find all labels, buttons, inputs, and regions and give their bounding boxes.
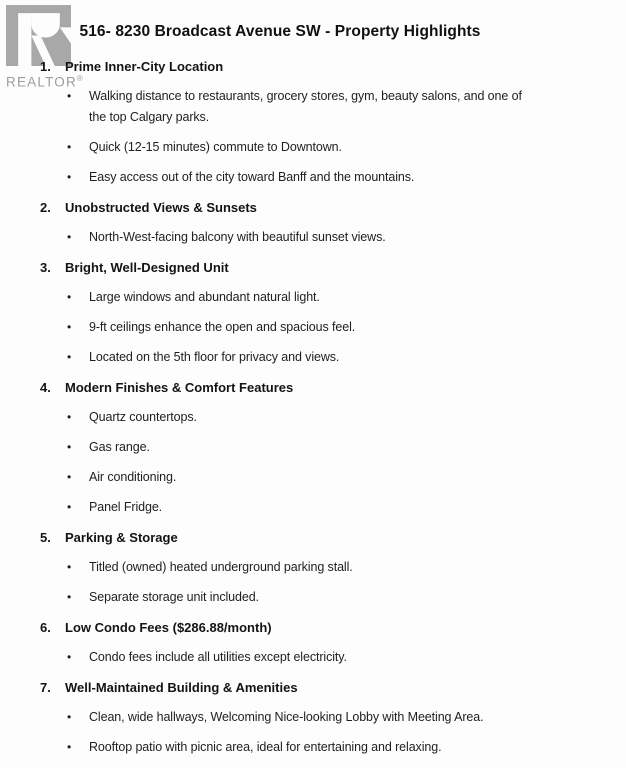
- list-item: [0, 497, 626, 518]
- list-item: [0, 437, 626, 458]
- bullet-icon: •: [67, 89, 72, 103]
- bullet-list: [0, 227, 626, 248]
- bullet-text: Clean, wide hallways, Welcoming Nice-looking Lobby with Meeting Area.: [89, 710, 484, 724]
- bullet-icon: •: [67, 650, 72, 664]
- bullet-text: Rooftop patio with picnic area, ideal for entertaining and relaxing.: [89, 740, 442, 754]
- list-item: [0, 227, 626, 248]
- bullet-icon: •: [67, 470, 72, 484]
- realtor-wordmark-text: REALTOR: [6, 74, 77, 90]
- bullet-list: [0, 287, 626, 368]
- bullet-text: North-West-facing balcony with beautiful sunset views.: [89, 230, 386, 244]
- section-heading-text: Bright, Well-Designed Unit: [65, 260, 229, 275]
- bullet-icon: •: [67, 560, 72, 574]
- bullet-text: Walking distance to restaurants, grocery stores, gym, beauty salons, and one of the top Calgary parks.: [89, 89, 522, 124]
- section-heading: [0, 257, 626, 278]
- bullet-list: [0, 647, 626, 668]
- list-item: [0, 707, 626, 728]
- list-item: [0, 737, 626, 758]
- bullet-text: Separate storage unit included.: [89, 590, 259, 604]
- bullet-list: [0, 407, 626, 518]
- section: [0, 197, 626, 248]
- list-item: [0, 347, 626, 368]
- bullet-text: 9-ft ceilings enhance the open and spacious feel.: [89, 320, 356, 334]
- section-number: 6.: [40, 620, 51, 635]
- list-item: [0, 317, 626, 338]
- section: [0, 677, 626, 758]
- section-number: 3.: [40, 260, 51, 275]
- section-heading: [0, 377, 626, 398]
- bullet-text: Large windows and abundant natural light.: [89, 290, 320, 304]
- page-title: 516- 8230 Broadcast Avenue SW - Property Highlights: [79, 23, 481, 40]
- list-item: [0, 86, 626, 128]
- section-heading-text: Low Condo Fees ($286.88/month): [65, 620, 272, 635]
- sections-list: [0, 56, 626, 758]
- bullet-list: [0, 707, 626, 758]
- section-heading: [0, 617, 626, 638]
- section-heading: [0, 677, 626, 698]
- bullet-text: Air conditioning.: [89, 470, 177, 484]
- bullet-text: Condo fees include all utilities except electricity.: [89, 650, 347, 664]
- bullet-icon: •: [67, 710, 72, 724]
- section: [0, 617, 626, 668]
- bullet-icon: •: [67, 170, 72, 184]
- section-heading: [0, 56, 626, 77]
- section-heading-text: Parking & Storage: [65, 530, 178, 545]
- bullet-text: Panel Fridge.: [89, 500, 163, 514]
- section: [0, 377, 626, 518]
- section-heading-text: Modern Finishes & Comfort Features: [65, 380, 294, 395]
- bullet-icon: •: [67, 440, 72, 454]
- section-heading-text: Unobstructed Views & Sunsets: [65, 200, 257, 215]
- section-number: 2.: [40, 200, 51, 215]
- bullet-icon: •: [67, 350, 72, 364]
- bullet-icon: •: [67, 590, 72, 604]
- section-number: 1.: [40, 59, 51, 74]
- section-heading: [0, 197, 626, 218]
- section: [0, 56, 626, 188]
- list-item: [0, 647, 626, 668]
- bullet-text: Titled (owned) heated underground parking stall.: [89, 560, 353, 574]
- bullet-icon: •: [67, 500, 72, 514]
- bullet-text: Quartz countertops.: [89, 410, 197, 424]
- section-heading: [0, 527, 626, 548]
- list-item: [0, 467, 626, 488]
- bullet-text: Gas range.: [89, 440, 150, 454]
- list-item: [0, 287, 626, 308]
- registered-trademark-symbol: ®: [76, 74, 83, 83]
- section: [0, 257, 626, 368]
- section-heading-text: Well-Maintained Building & Amenities: [65, 680, 298, 695]
- section-number: 4.: [40, 380, 51, 395]
- bullet-icon: •: [67, 230, 72, 244]
- bullet-icon: •: [67, 410, 72, 424]
- bullet-text: Located on the 5th floor for privacy and views.: [89, 350, 340, 364]
- bullet-list: [0, 86, 626, 188]
- bullet-icon: •: [67, 740, 72, 754]
- list-item: [0, 137, 626, 158]
- section-number: 7.: [40, 680, 51, 695]
- bullet-icon: •: [67, 320, 72, 334]
- bullet-icon: •: [67, 290, 72, 304]
- list-item: [0, 407, 626, 428]
- section-number: 5.: [40, 530, 51, 545]
- section-heading-text: Prime Inner-City Location: [65, 59, 224, 74]
- list-item: [0, 587, 626, 608]
- bullet-text: Quick (12-15 minutes) commute to Downtown.: [89, 140, 342, 154]
- bullet-list: [0, 557, 626, 608]
- bullet-icon: •: [67, 140, 72, 154]
- bullet-text: Easy access out of the city toward Banff and the mountains.: [89, 170, 415, 184]
- list-item: [0, 557, 626, 578]
- section: [0, 527, 626, 608]
- list-item: [0, 167, 626, 188]
